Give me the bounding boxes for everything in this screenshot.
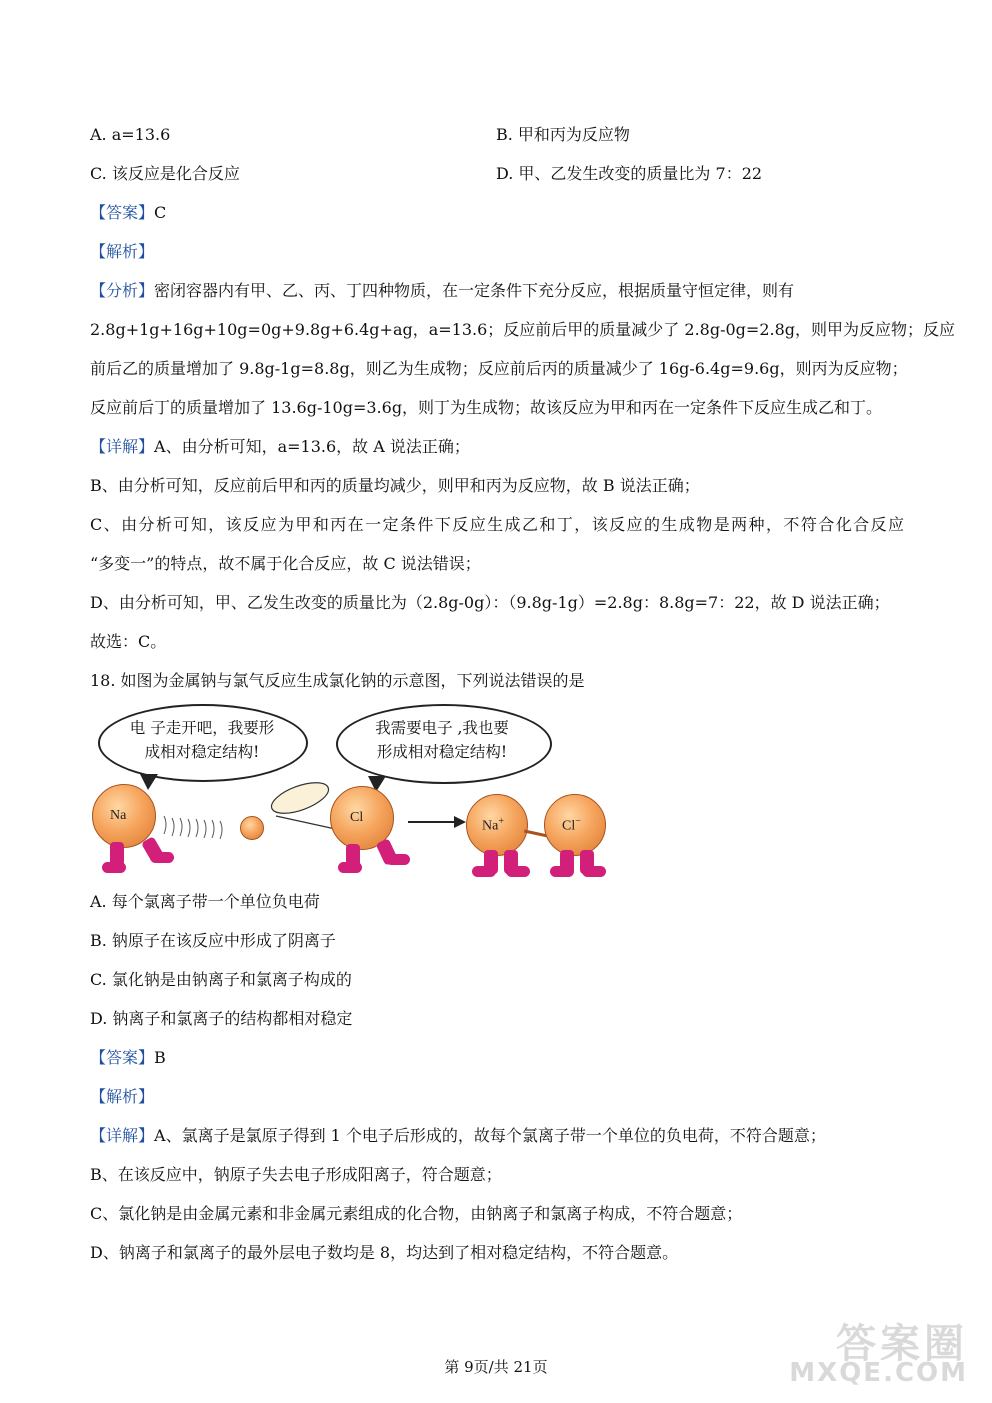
watermark-bottom: MXQE.COM: [789, 1358, 968, 1388]
sodium-atom-foot: [102, 862, 126, 873]
chloride-ion-foot: [582, 866, 606, 877]
bubble-right-line-2: 形成相对稳定结构!: [376, 743, 508, 761]
bubble-left-line-1: 电 子走开吧，我要形: [129, 719, 275, 737]
chloride-ion-symbol: Cl: [562, 818, 576, 834]
chloride-ion-foot: [550, 866, 574, 877]
q17-xiangjie-line-3: C、由分析可知，该反应为甲和丙在一定条件下反应生成乙和丁，该反应的生成物是两种，不符合化合反应: [90, 515, 904, 534]
sodium-ion-foot: [472, 866, 496, 877]
sodium-ion-foot: [506, 866, 530, 877]
bubble-left-line-2: 成相对稳定结构!: [144, 743, 260, 761]
xiangjie-text: A、由分析可知，a=13.6，故 A 说法正确；: [154, 437, 470, 456]
page-number: 第 9页/共 21页: [444, 1358, 548, 1376]
chlorine-atom-foot: [386, 854, 410, 865]
q17-xiangjie-line-6: 故选：C。: [90, 632, 167, 651]
sodium-ion-charge: +: [498, 816, 504, 827]
q17-option-d: D. 甲、乙发生改变的质量比为 7：22: [496, 164, 763, 183]
answer-tag: 【答案】: [90, 203, 155, 222]
q17-fenxi-line-4: 反应前后丁的质量增加了 13.6g-10g=3.6g，则丁为生成物；故该反应为甲和丙在一定条件下反应生成乙和丁。: [90, 398, 883, 417]
watermark-top: 答案圈: [836, 1321, 968, 1367]
chloride-ion-charge: −: [575, 816, 581, 827]
reaction-arrow-head: [454, 816, 466, 828]
q17-xiangjie-line-4: “多变一”的特点，故不属于化合反应，故 C 说法错误；: [90, 554, 481, 573]
q17-xiangjie-line-1: [90, 436, 470, 458]
bubble-right-line-1: 我需要电子 ,我也要: [375, 719, 509, 737]
q18-xiangjie-line-3: C、氯化钠是由金属元素和非金属元素组成的化合物，由钠离子和氯离子构成，不符合题意；: [90, 1204, 743, 1223]
answer-tag: 【答案】: [90, 1048, 155, 1067]
xiangjie-text: A、氯离子是氯原子得到 1 个电子后形成的，故每个氯离子带一个单位的负电荷，不符合题意；: [154, 1126, 826, 1145]
q17-fenxi-line-2: 2.8g+1g+16g+10g=0g+9.8g+6.4g+ag，a=13.6；反应前后甲的质量减少了 2.8g-0g=2.8g，则甲为反应物；反应: [90, 320, 956, 339]
q18-option-b: B. 钠原子在该反应中形成了阴离子: [90, 931, 336, 950]
q18-jiexi-tag: 【解析】: [90, 1087, 155, 1106]
sodium-chlorine-illustration: [90, 702, 610, 884]
fenxi-tag: 【分析】: [90, 281, 155, 300]
q17-answer: [90, 202, 166, 224]
bubble-left-text: [120, 716, 284, 764]
electron: [240, 816, 264, 840]
motion-lines: [160, 814, 236, 842]
sodium-ion-symbol: Na: [482, 818, 499, 834]
reaction-arrow: [408, 821, 456, 823]
q17-option-a: A. a=13.6: [90, 125, 171, 144]
q17-fenxi-line-1: [90, 280, 794, 302]
q18-xiangjie-line-1: [90, 1125, 826, 1147]
answer-value: C: [154, 203, 167, 222]
q18-xiangjie-line-4: D、钠离子和氯离子的最外层电子数均是 8，均达到了相对稳定结构，不符合题意。: [90, 1243, 679, 1262]
q17-option-b: B. 甲和丙为反应物: [496, 125, 630, 144]
answer-value: B: [154, 1048, 166, 1067]
q18-xiangjie-line-2: B、在该反应中，钠原子失去电子形成阳离子，符合题意；: [90, 1165, 502, 1184]
q18-option-d: D. 钠离子和氯离子的结构都相对稳定: [90, 1009, 353, 1028]
q18-option-a: A. 每个氯离子带一个单位负电荷: [90, 892, 320, 911]
xiangjie-tag: 【详解】: [90, 437, 155, 456]
q18-option-c: C. 氯化钠是由钠离子和氯离子构成的: [90, 970, 352, 989]
q17-option-c: C. 该反应是化合反应: [90, 164, 240, 183]
chloride-ion-label: [562, 816, 581, 835]
q17-xiangjie-line-5: D、由分析可知，甲、乙发生改变的质量比为（2.8g-0g）：（9.8g-1g）=2.8g：8.8g=7：22，故 D 说法正确；: [90, 593, 890, 612]
q18-answer: [90, 1047, 166, 1069]
bubble-right-text: [358, 716, 526, 764]
speech-bubble-left-tail: [140, 774, 158, 790]
sodium-atom-foot: [150, 852, 174, 863]
xiangjie-tag: 【详解】: [90, 1126, 155, 1145]
sodium-ion-label: [482, 816, 504, 835]
q18-stem: 18. 如图为金属钠与氯气反应生成氯化钠的示意图，下列说法错误的是: [90, 671, 585, 690]
chlorine-atom-foot: [338, 862, 362, 873]
q17-jiexi-tag: 【解析】: [90, 242, 155, 261]
fenxi-text: 密闭容器内有甲、乙、丙、丁四种物质，在一定条件下充分反应，根据质量守恒定律，则有: [154, 281, 795, 300]
sodium-atom-label: Na: [110, 808, 127, 823]
q17-xiangjie-line-2: B、由分析可知，反应前后甲和丙的质量均减少，则甲和丙为反应物，故 B 说法正确；: [90, 476, 700, 495]
q17-fenxi-line-3: 前后乙的质量增加了 9.8g-1g=8.8g，则乙为生成物；反应前后丙的质量减少了 16g-6.4g=9.6g，则丙为反应物；: [90, 359, 908, 378]
watermark: [778, 1312, 968, 1392]
chlorine-atom-label: Cl: [350, 810, 364, 825]
